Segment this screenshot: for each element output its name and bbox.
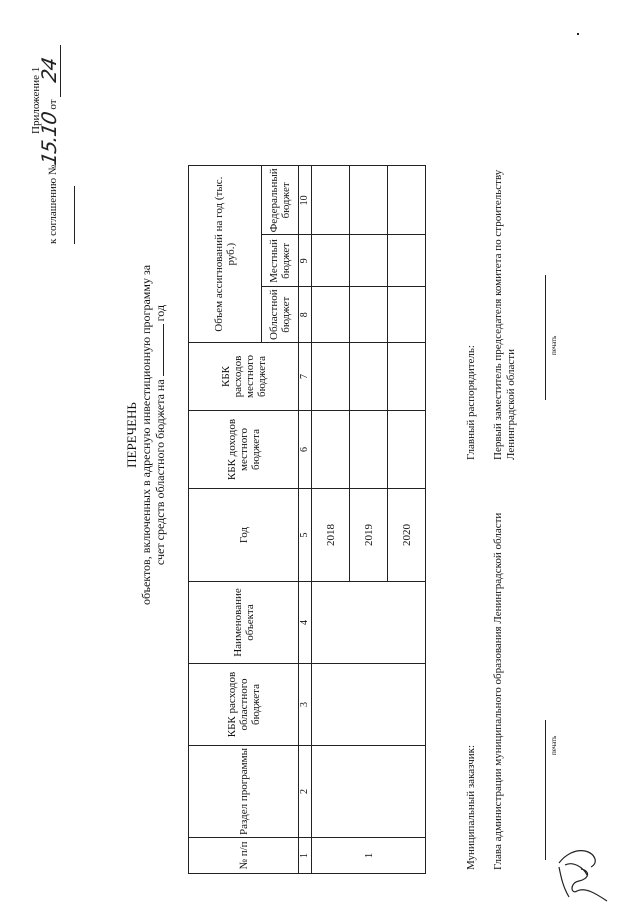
title-line-3-suffix: год [153, 304, 167, 322]
kbk-local-income-cell [388, 411, 426, 489]
customer-position: Глава администрации муниципального образования Ленинградской области [492, 512, 504, 870]
column-number: 4 [299, 582, 312, 664]
manager-stamp: печать [550, 335, 558, 355]
header-year: Год [189, 489, 299, 582]
header-kbk-local-income: КБК доходов местного бюджета [189, 411, 299, 489]
customer-signature-line [545, 720, 546, 860]
year-blank [153, 324, 164, 376]
header-kbk-local-expense: КБК расходов местного бюджета [189, 343, 299, 411]
table-header-row [189, 166, 262, 874]
column-number: 1 [299, 838, 312, 874]
annex-block [30, 0, 75, 244]
title-line-3 [153, 225, 167, 645]
year-cell: 2019 [350, 489, 388, 582]
header-regional-budget: Областной бюджет [262, 287, 299, 343]
speck-mark [577, 33, 579, 35]
local-budget-cell [350, 235, 388, 287]
regional-budget-cell [312, 287, 350, 343]
federal-budget-cell [350, 166, 388, 235]
agreement-date: 24 [37, 56, 61, 85]
federal-budget-cell [388, 166, 426, 235]
year-cell: 2018 [312, 489, 350, 582]
kbk-local-income-cell [350, 411, 388, 489]
kbk-local-expense-cell [388, 343, 426, 411]
column-numbers-row [299, 166, 312, 874]
annex-title: Приложение 1 [30, 66, 42, 134]
customer-block [465, 515, 478, 870]
local-budget-cell [388, 235, 426, 287]
regional-budget-cell [388, 287, 426, 343]
section-cell [312, 746, 426, 838]
header-section: Раздел программы [189, 746, 299, 838]
document-title [125, 225, 167, 645]
agreement-number: 15.10 [37, 110, 61, 167]
header-kbk-regional-expense: КБК расходов областного бюджета [189, 664, 299, 746]
header-object-name: Наименование объекта [189, 582, 299, 664]
title-main: ПЕРЕЧЕНЬ [124, 402, 139, 468]
object-name-cell [312, 582, 426, 664]
kbk-local-income-cell [312, 411, 350, 489]
regional-budget-cell [350, 287, 388, 343]
kbk-local-expense-cell [350, 343, 388, 411]
local-budget-cell [312, 235, 350, 287]
column-number: 10 [299, 166, 312, 235]
title-line-2: объектов, включенных в адресную инвестиционную программу за [139, 264, 153, 606]
objects-table [188, 165, 426, 874]
kbk-regional-expense-cell [312, 664, 426, 746]
manager-label: Главный распорядитель: [465, 345, 477, 460]
agreement-line [37, 0, 75, 244]
title-line-3-text: счет средств областного бюджета на [153, 379, 167, 566]
column-number: 8 [299, 287, 312, 343]
table-row [312, 166, 350, 874]
federal-budget-cell [312, 166, 350, 235]
manager-position: Первый заместитель председателя комитета по строительству Ленинградской области [492, 169, 517, 460]
column-number: 6 [299, 411, 312, 489]
header-number: № п/п [189, 838, 299, 874]
header-local-budget: Местный бюджет [262, 235, 299, 287]
header-federal-budget: Федеральный бюджет [262, 166, 299, 235]
kbk-local-expense-cell [312, 343, 350, 411]
row-number: 1 [312, 838, 426, 874]
column-number: 5 [299, 489, 312, 582]
agreement-date-field [37, 45, 61, 97]
customer-label: Муниципальный заказчик: [465, 744, 477, 870]
manager-block [465, 160, 478, 460]
agreement-prefix: к соглашению № [47, 164, 59, 244]
agreement-date-blank [61, 186, 75, 244]
customer-stamp: печать [550, 735, 558, 755]
manager-signature-line [545, 275, 546, 400]
column-number: 7 [299, 343, 312, 411]
year-cell: 2020 [388, 489, 426, 582]
agreement-from: от [47, 99, 59, 110]
header-allocation-group: Объем ассигнований на год (тыс. руб.) [189, 166, 262, 343]
handwritten-initials-mark [555, 836, 615, 911]
column-number: 3 [299, 664, 312, 746]
column-number: 2 [299, 746, 312, 838]
column-number: 9 [299, 235, 312, 287]
